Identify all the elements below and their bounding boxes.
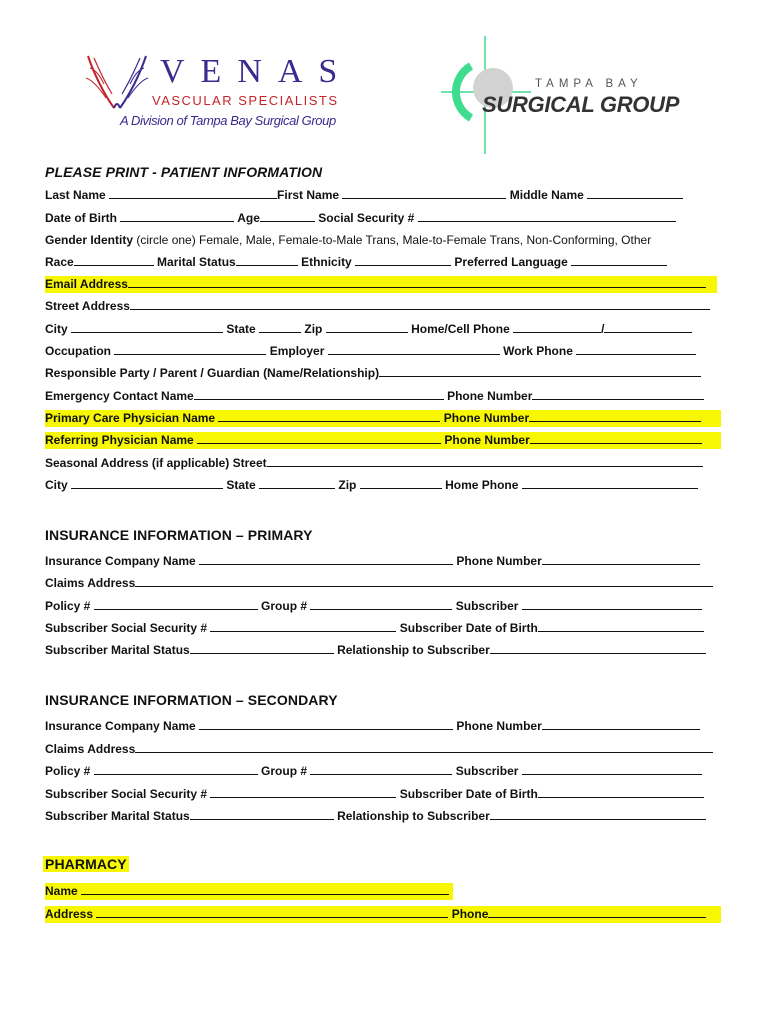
- ssn-label: Social Security #: [318, 211, 415, 225]
- primary-company-row: [45, 553, 700, 570]
- middle-name-field[interactable]: [587, 187, 683, 199]
- primary-sub-ssn-label: Subscriber Social Security #: [45, 621, 208, 635]
- ethnicity-field[interactable]: [355, 254, 451, 266]
- primary-subscriber-field[interactable]: [522, 598, 702, 610]
- pharmacy-address-label: Address: [45, 907, 94, 921]
- referring-field[interactable]: [197, 432, 441, 444]
- insurance-primary-title: INSURANCE INFORMATION – PRIMARY: [45, 527, 313, 543]
- primary-relationship-field[interactable]: [490, 642, 706, 654]
- email-label: Email Address: [45, 277, 128, 291]
- primary-marital-label: Subscriber Marital Status: [45, 643, 190, 657]
- gender-options[interactable]: (circle one) Female, Male, Female-to-Male Trans, Male-to-Female Trans, Non-Conforming, Other: [136, 233, 652, 247]
- employer-label: Employer: [269, 344, 325, 358]
- primary-group-label: Group #: [261, 599, 308, 613]
- pcp-row: [45, 410, 721, 427]
- seasonal-state-label: State: [226, 478, 256, 492]
- secondary-relationship-field[interactable]: [490, 808, 706, 820]
- home-cell-field-2[interactable]: [604, 321, 692, 333]
- email-row: [45, 276, 717, 293]
- seasonal-city-row: [45, 477, 698, 494]
- secondary-sub-dob-label: Subscriber Date of Birth: [399, 787, 538, 801]
- primary-marital-row: [45, 642, 706, 659]
- language-label: Preferred Language: [454, 255, 568, 269]
- secondary-phone-label: Phone Number: [456, 719, 542, 733]
- seasonal-city-field[interactable]: [71, 477, 223, 489]
- secondary-phone-field[interactable]: [542, 718, 700, 730]
- emergency-phone-field[interactable]: [532, 388, 704, 400]
- pcp-label: Primary Care Physician Name: [45, 411, 216, 425]
- secondary-sub-ssn-field[interactable]: [210, 786, 396, 798]
- secondary-group-field[interactable]: [310, 763, 452, 775]
- pharmacy-phone-label: Phone: [451, 907, 489, 921]
- pharmacy-name-row: [45, 883, 453, 900]
- venas-vein-icon: [84, 54, 150, 110]
- age-field[interactable]: [260, 210, 315, 222]
- marital-label: Marital Status: [157, 255, 236, 269]
- venas-division: A Division of Tampa Bay Surgical Group: [120, 113, 336, 128]
- state-label: State: [226, 322, 256, 336]
- primary-phone-field[interactable]: [542, 553, 700, 565]
- seasonal-city-label: City: [45, 478, 68, 492]
- secondary-company-row: [45, 718, 700, 735]
- secondary-marital-label: Subscriber Marital Status: [45, 809, 190, 823]
- state-field[interactable]: [259, 321, 301, 333]
- secondary-policy-row: [45, 763, 702, 780]
- seasonal-zip-field[interactable]: [360, 477, 442, 489]
- primary-sub-dob-field[interactable]: [538, 620, 704, 632]
- pcp-phone-label: Phone Number: [443, 411, 530, 425]
- city-row: [45, 321, 692, 338]
- emergency-row: [45, 388, 704, 405]
- home-phone-label: Home Phone: [445, 478, 519, 492]
- ssn-field[interactable]: [418, 210, 676, 222]
- last-name-field[interactable]: [109, 187, 277, 199]
- venas-subtitle: VASCULAR SPECIALISTS: [152, 93, 339, 108]
- pharmacy-phone-field[interactable]: [488, 906, 706, 918]
- referring-row: [45, 432, 721, 449]
- race-row: [45, 254, 667, 271]
- seasonal-row: [45, 455, 703, 472]
- secondary-policy-label: Policy #: [45, 764, 91, 778]
- primary-policy-field[interactable]: [94, 598, 258, 610]
- secondary-company-field[interactable]: [199, 718, 453, 730]
- age-label: Age: [237, 211, 260, 225]
- marital-field[interactable]: [236, 254, 298, 266]
- responsible-field[interactable]: [379, 365, 701, 377]
- dob-field[interactable]: [120, 210, 234, 222]
- secondary-subscriber-field[interactable]: [522, 763, 702, 775]
- dob-label: Date of Birth: [45, 211, 117, 225]
- referring-phone-field[interactable]: [530, 432, 702, 444]
- secondary-sub-ssn-label: Subscriber Social Security #: [45, 787, 208, 801]
- name-row: [45, 187, 683, 204]
- pcp-field[interactable]: [218, 410, 440, 422]
- emergency-field[interactable]: [194, 388, 444, 400]
- primary-claims-row: [45, 575, 713, 592]
- email-field[interactable]: [128, 276, 706, 288]
- last-name-label: Last Name: [45, 188, 106, 202]
- gender-label: Gender Identity: [45, 233, 134, 247]
- secondary-group-label: Group #: [261, 764, 308, 778]
- occupation-label: Occupation: [45, 344, 112, 358]
- primary-sub-ssn-row: [45, 620, 704, 637]
- gender-row: [45, 232, 651, 249]
- emergency-label: Emergency Contact Name: [45, 389, 194, 403]
- tampa-bay-top-text: TAMPA BAY: [535, 78, 643, 90]
- city-field[interactable]: [71, 321, 223, 333]
- surgical-group-text: SURGICAL GROUP: [482, 92, 680, 117]
- secondary-relationship-label: Relationship to Subscriber: [337, 809, 490, 823]
- pharmacy-name-field[interactable]: [81, 883, 449, 895]
- employer-field[interactable]: [328, 343, 500, 355]
- pharmacy-address-row: [45, 906, 721, 923]
- race-label: Race: [45, 255, 74, 269]
- secondary-claims-row: [45, 741, 713, 758]
- occupation-field[interactable]: [114, 343, 266, 355]
- work-phone-label: Work Phone: [503, 344, 573, 358]
- city-label: City: [45, 322, 68, 336]
- primary-claims-field[interactable]: [135, 575, 713, 587]
- home-cell-label: Home/Cell Phone: [411, 322, 510, 336]
- middle-name-label: Middle Name: [509, 188, 584, 202]
- primary-marital-field[interactable]: [190, 642, 334, 654]
- secondary-marital-row: [45, 808, 706, 825]
- primary-claims-label: Claims Address: [45, 576, 136, 590]
- home-cell-field-1[interactable]: [513, 321, 601, 333]
- first-name-label: First Name: [277, 188, 340, 202]
- primary-phone-label: Phone Number: [456, 554, 542, 568]
- secondary-marital-field[interactable]: [190, 808, 334, 820]
- secondary-company-label: Insurance Company Name: [45, 719, 196, 733]
- patient-info-title: PLEASE PRINT - PATIENT INFORMATION: [45, 164, 323, 180]
- work-phone-field[interactable]: [576, 343, 696, 355]
- street-field[interactable]: [130, 298, 710, 310]
- secondary-claims-label: Claims Address: [45, 742, 136, 756]
- occupation-row: [45, 343, 696, 360]
- primary-sub-ssn-field[interactable]: [210, 620, 396, 632]
- responsible-row: [45, 365, 701, 382]
- emergency-phone-label: Phone Number: [447, 389, 533, 403]
- seasonal-field[interactable]: [267, 455, 703, 467]
- pharmacy-name-label: Name: [45, 884, 78, 898]
- primary-policy-row: [45, 598, 702, 615]
- primary-sub-dob-label: Subscriber Date of Birth: [399, 621, 538, 635]
- primary-relationship-label: Relationship to Subscriber: [337, 643, 490, 657]
- seasonal-state-field[interactable]: [259, 477, 335, 489]
- ethnicity-label: Ethnicity: [301, 255, 352, 269]
- dob-row: [45, 210, 676, 227]
- referring-phone-label: Phone Number: [444, 433, 530, 447]
- secondary-sub-ssn-row: [45, 786, 704, 803]
- pharmacy-address-field[interactable]: [96, 906, 448, 918]
- responsible-label: Responsible Party / Parent / Guardian (Name/Relationship): [45, 366, 380, 380]
- phone-slash: /: [601, 322, 605, 336]
- venas-title: VENAS: [160, 53, 354, 90]
- pharmacy-title: PHARMACY: [45, 856, 127, 872]
- language-field[interactable]: [571, 254, 667, 266]
- first-name-field[interactable]: [342, 187, 506, 199]
- insurance-secondary-title: INSURANCE INFORMATION – SECONDARY: [45, 692, 338, 708]
- primary-subscriber-label: Subscriber: [455, 599, 519, 613]
- street-label: Street Address: [45, 299, 130, 313]
- primary-company-field[interactable]: [199, 553, 453, 565]
- seasonal-label: Seasonal Address (if applicable) Street: [45, 456, 267, 470]
- zip-label: Zip: [304, 322, 323, 336]
- primary-group-field[interactable]: [310, 598, 452, 610]
- pcp-phone-field[interactable]: [529, 410, 701, 422]
- secondary-claims-field[interactable]: [135, 741, 713, 753]
- street-row: [45, 298, 710, 315]
- primary-company-label: Insurance Company Name: [45, 554, 196, 568]
- home-phone-field[interactable]: [522, 477, 698, 489]
- primary-policy-label: Policy #: [45, 599, 91, 613]
- secondary-policy-field[interactable]: [94, 763, 258, 775]
- seasonal-zip-label: Zip: [338, 478, 357, 492]
- secondary-sub-dob-field[interactable]: [538, 786, 704, 798]
- race-field[interactable]: [74, 254, 154, 266]
- zip-field[interactable]: [326, 321, 408, 333]
- referring-label: Referring Physician Name: [45, 433, 194, 447]
- secondary-subscriber-label: Subscriber: [455, 764, 519, 778]
